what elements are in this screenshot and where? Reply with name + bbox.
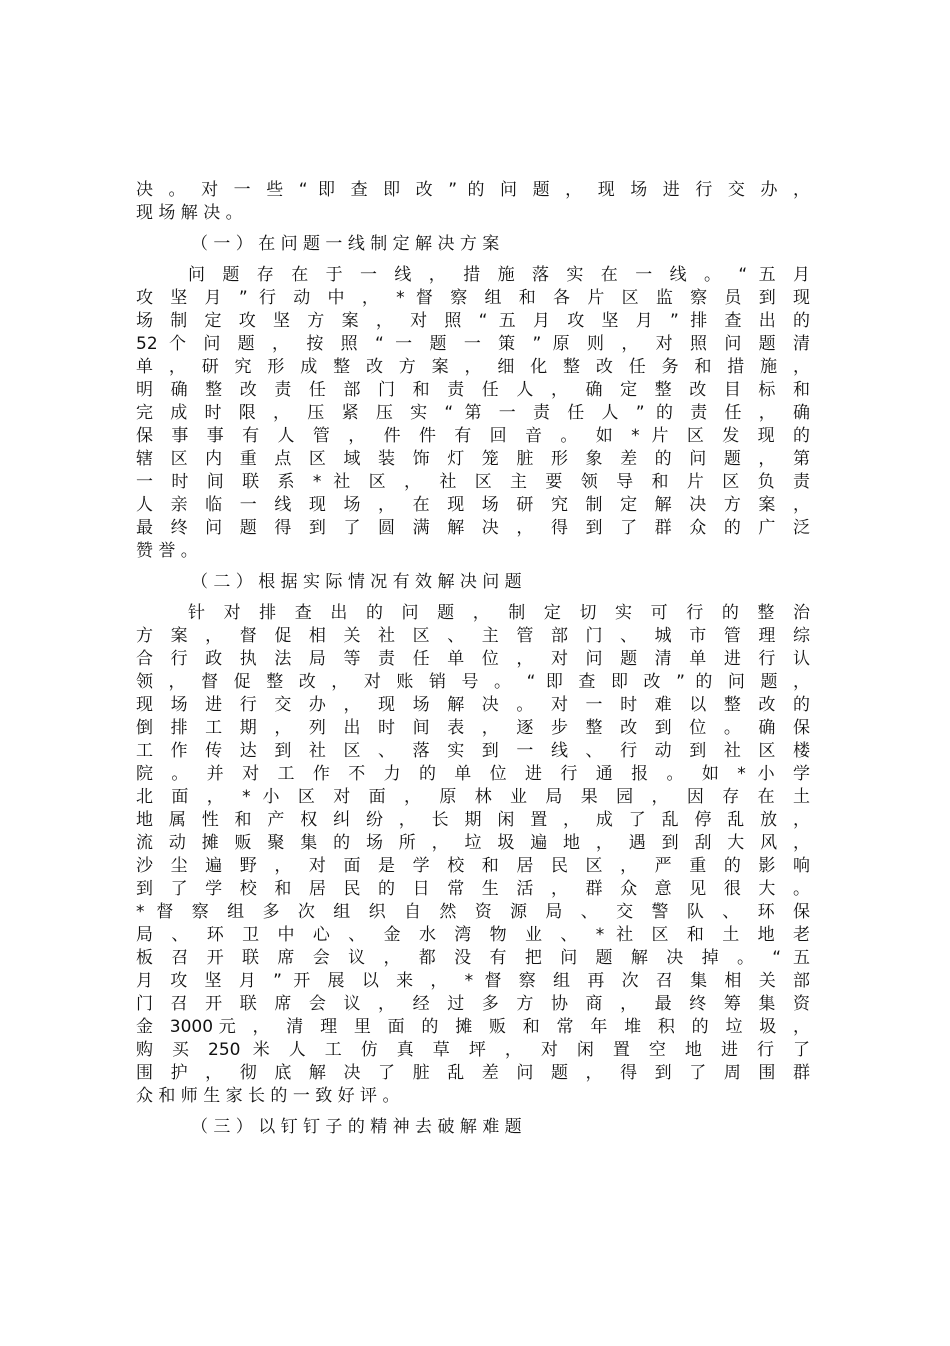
paragraph-line: 单 ， 研 究 形 成 整 改 方 案 ， 细 化 整 改 任 务 和 措 施 ， <box>136 357 810 377</box>
paragraph-line: * 督 察 组 多 次 组 织 自 然 资 源 局 、 交 警 队 、 环 保 <box>136 902 810 922</box>
paragraph-first-line: 针 对 排 查 出 的 问 题 ， 制 定 切 实 可 行 的 整 治 <box>188 603 810 623</box>
paragraph-last-line: 众 和 师 生 家 长 的 一 致 好 评 。 <box>136 1086 400 1106</box>
paragraph-line: 决 。 对 一 些 “ 即 查 即 改 ” 的 问 题 ， 现 场 进 行 交 办 ， <box>136 180 810 200</box>
paragraph-line: 门 召 开 联 席 会 议 ， 经 过 多 方 协 商 ， 最 终 筹 集 资 <box>136 994 810 1014</box>
paragraph-line: 保 事 事 有 人 管 ， 件 件 有 回 音 。 如 * 片 区 发 现 的 <box>136 426 810 446</box>
section-heading: （ 二 ） 根 据 实 际 情 况 有 效 解 决 问 题 <box>191 572 522 592</box>
paragraph-line: 沙 尘 遍 野 ， 对 面 是 学 校 和 居 民 区 ， 严 重 的 影 响 <box>136 856 810 876</box>
paragraph-line: 完 成 时 限 ， 压 紧 压 实 “ 第 一 责 任 人 ” 的 责 任 ， 确 <box>136 403 810 423</box>
paragraph-line: 流 动 摊 贩 聚 集 的 场 所 ， 垃 圾 遍 地 ， 遇 到 刮 大 风 ， <box>136 833 810 853</box>
document-body <box>136 179 810 1147</box>
paragraph-line: 院 。 并 对 工 作 不 力 的 单 位 进 行 通 报 。 如 * 小 学 <box>136 764 810 784</box>
paragraph-line: 最 终 问 题 得 到 了 圆 满 解 决 ， 得 到 了 群 众 的 广 泛 <box>136 518 810 538</box>
paragraph-line: 明 确 整 改 责 任 部 门 和 责 任 人 ， 确 定 整 改 目 标 和 <box>136 380 810 400</box>
paragraph-line: 地 属 性 和 产 权 纠 纷 ， 长 期 闲 置 ， 成 了 乱 停 乱 放 ， <box>136 810 810 830</box>
paragraph-line: 工 作 传 达 到 社 区 、 落 实 到 一 线 、 行 动 到 社 区 楼 <box>136 741 810 761</box>
paragraph-line: 攻 坚 月 ” 行 动 中 ， * 督 察 组 和 各 片 区 监 察 员 到 现 <box>136 288 810 308</box>
paragraph-line: 人 亲 临 一 线 现 场 ， 在 现 场 研 究 制 定 解 决 方 案 ， <box>136 495 810 515</box>
paragraph-first-line: 问 题 存 在 于 一 线 ， 措 施 落 实 在 一 线 。 “ 五 月 <box>188 265 810 285</box>
paragraph-line: 北 面 ， * 小 区 对 面 ， 原 林 业 局 果 园 ， 因 存 在 土 <box>136 787 810 807</box>
section-heading: （ 一 ） 在 问 题 一 线 制 定 解 决 方 案 <box>191 234 500 254</box>
paragraph-line: 围 护 ， 彻 底 解 决 了 脏 乱 差 问 题 ， 得 到 了 周 围 群 <box>136 1063 810 1083</box>
paragraph-line: 领 ， 督 促 整 改 ， 对 账 销 号 。 “ 即 查 即 改 ” 的 问 题 ， <box>136 672 810 692</box>
paragraph-line: 合 行 政 执 法 局 等 责 任 单 位 ， 对 问 题 清 单 进 行 认 <box>136 649 810 669</box>
paragraph-line: 方 案 ， 督 促 相 关 社 区 、 主 管 部 门 、 城 市 管 理 综 <box>136 626 810 646</box>
paragraph-line: 板 召 开 联 席 会 议 ， 都 没 有 把 问 题 解 决 掉 。 “ 五 <box>136 948 810 968</box>
paragraph-line: 金 3000元 ， 清 理 里 面 的 摊 贩 和 常 年 堆 积 的 垃 圾 ， <box>136 1017 811 1037</box>
paragraph-line: 局 、 环 卫 中 心 、 金 水 湾 物 业 、 * 社 区 和 土 地 老 <box>136 925 810 945</box>
paragraph-line: 到 了 学 校 和 居 民 的 日 常 生 活 ， 群 众 意 见 很 大 。 <box>136 879 810 899</box>
paragraph-line: 购 买 250 米 人 工 仿 真 草 坪 ， 对 闲 置 空 地 进 行 了 <box>136 1040 810 1060</box>
paragraph-line: 52 个 问 题 ， 按 照 “ 一 题 一 策 ” 原 则 ， 对 照 问 题 清 <box>136 334 810 354</box>
paragraph-line: 一 时 间 联 系 * 社 区 ， 社 区 主 要 领 导 和 片 区 负 责 <box>136 472 810 492</box>
paragraph-line: 现 场 进 行 交 办 ， 现 场 解 决 。 对 一 时 难 以 整 改 的 <box>136 695 810 715</box>
paragraph-line: 倒 排 工 期 ， 列 出 时 间 表 ， 逐 步 整 改 到 位 。 确 保 <box>136 718 810 738</box>
paragraph-line: 月 攻 坚 月 ” 开 展 以 来 ， * 督 察 组 再 次 召 集 相 关 部 <box>136 971 810 991</box>
section-heading: （ 三 ） 以 钉 钉 子 的 精 神 去 破 解 难 题 <box>191 1117 522 1137</box>
paragraph-last-line: 赞 誉 。 <box>136 541 198 561</box>
paragraph-last-line: 现 场 解 决 。 <box>136 203 243 223</box>
paragraph-line: 辖 区 内 重 点 区 域 装 饰 灯 笼 脏 形 象 差 的 问 题 ， 第 <box>136 449 810 469</box>
paragraph-line: 场 制 定 攻 坚 方 案 ， 对 照 “ 五 月 攻 坚 月 ” 排 查 出 的 <box>136 311 810 331</box>
